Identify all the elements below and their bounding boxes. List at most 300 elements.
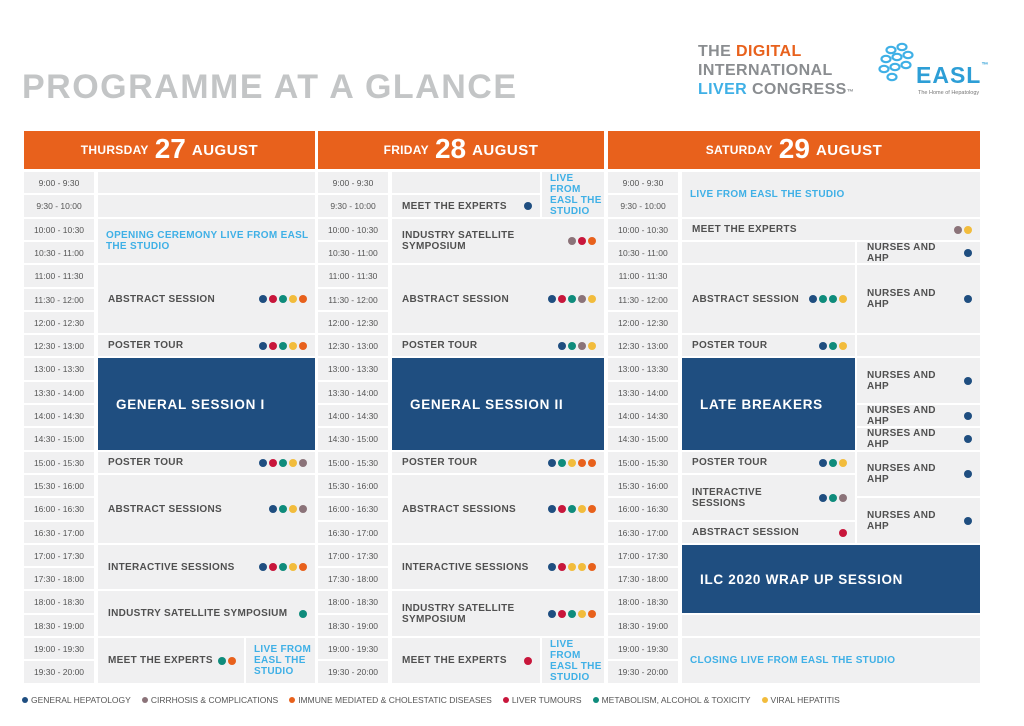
- topic-dot-icon: [578, 295, 586, 303]
- topic-dot-icon: [954, 226, 962, 234]
- session-label: POSTER TOUR: [692, 340, 768, 351]
- time-slot: 18:30 - 19:00: [24, 615, 94, 636]
- time-slot: 17:30 - 18:00: [24, 568, 94, 589]
- topic-dot-icon: [839, 459, 847, 467]
- session-label: LIVE FROM EASL THE STUDIO: [550, 638, 602, 683]
- topic-dot-icon: [259, 459, 267, 467]
- topic-dot-icon: [279, 459, 287, 467]
- topic-dot-icon: [964, 295, 972, 303]
- topic-dot-icon: [279, 342, 287, 350]
- topic-dot-icon: [578, 237, 586, 245]
- session-nurses-sat[interactable]: [857, 265, 980, 333]
- topic-dots: [819, 459, 847, 467]
- session-abstract-thu[interactable]: [98, 265, 315, 333]
- empty-slot: [682, 242, 855, 263]
- legend-label: LIVER TUMOURS: [511, 695, 582, 705]
- time-slot: 9:30 - 10:00: [318, 195, 388, 217]
- topic-dots: [548, 459, 596, 467]
- session-label: ABSTRACT SESSIONS: [108, 503, 223, 515]
- time-slot: 16:30 - 17:00: [318, 522, 388, 543]
- session-label: MEET THE EXPERTS: [402, 200, 507, 212]
- topic-dots: [964, 435, 972, 443]
- empty-slot: [682, 615, 980, 636]
- empty-slot: [98, 172, 315, 193]
- time-slot: 11:00 - 11:30: [608, 265, 678, 287]
- topic-dot-icon: [578, 505, 586, 513]
- session-abstract-fri[interactable]: [392, 265, 604, 333]
- topic-dots: [548, 563, 596, 571]
- topic-dots: [819, 342, 847, 350]
- session-label: NURSES AND AHP: [867, 428, 936, 450]
- legend-label: METABOLISM, ALCOHOL & TOXICITY: [601, 695, 751, 705]
- session-nurses-sat[interactable]: [857, 358, 980, 403]
- time-slot: 13:00 - 13:30: [318, 358, 388, 380]
- page-title: PROGRAMME AT A GLANCE: [22, 68, 518, 106]
- topic-dot-icon: [829, 494, 837, 502]
- time-slot: 11:30 - 12:00: [318, 289, 388, 310]
- time-slot: 18:00 - 18:30: [608, 591, 678, 613]
- topic-dot-icon: [568, 342, 576, 350]
- time-slot: 13:30 - 14:00: [608, 382, 678, 403]
- topic-dot-icon: [568, 505, 576, 513]
- ilc-logo: [698, 42, 854, 99]
- session-industry-fri[interactable]: [392, 591, 604, 636]
- session-experts-fri[interactable]: [392, 638, 540, 683]
- topic-dot-icon: [289, 342, 297, 350]
- time-slot: 11:00 - 11:30: [24, 265, 94, 287]
- time-slot: 16:00 - 16:30: [608, 498, 678, 520]
- session-label: POSTER TOUR: [402, 457, 478, 468]
- session-label: NURSES AND AHP: [867, 404, 936, 427]
- session-live-fri[interactable]: [542, 172, 604, 217]
- topic-dots: [548, 505, 596, 513]
- time-slot: 19:00 - 19:30: [24, 638, 94, 659]
- topic-dots: [964, 295, 972, 303]
- topic-dots: [259, 459, 307, 467]
- topic-dots: [964, 412, 972, 420]
- logo-text: THE: [698, 43, 737, 60]
- time-slot: 13:30 - 14:00: [24, 382, 94, 403]
- session-opening-thu[interactable]: [98, 219, 315, 263]
- empty-slot: [98, 195, 315, 217]
- session-poster-thu[interactable]: [98, 452, 315, 473]
- topic-dot-icon: [289, 505, 297, 513]
- session-label: ILC 2020 WRAP UP SESSION: [700, 571, 904, 587]
- topic-dot-icon: [299, 295, 307, 303]
- topic-dot-icon: [269, 342, 277, 350]
- time-slot: 12:30 - 13:00: [608, 335, 678, 356]
- session-nurses-sat[interactable]: [857, 498, 980, 543]
- logo-text: INTERNATIONAL: [698, 62, 833, 79]
- topic-dot-icon: [578, 610, 586, 618]
- session-label: ABSTRACT SESSIONS: [402, 503, 517, 515]
- topic-dots: [558, 342, 596, 350]
- topic-dots: [259, 342, 307, 350]
- session-label: INDUSTRY SATELLITE SYMPOSIUM: [402, 230, 515, 252]
- time-slot: 19:00 - 19:30: [608, 638, 678, 659]
- time-slot: 13:00 - 13:30: [608, 358, 678, 380]
- session-wrapup-sat[interactable]: [682, 545, 980, 613]
- topic-dot-icon: [964, 470, 972, 478]
- time-slot: 18:00 - 18:30: [318, 591, 388, 613]
- topic-dots: [964, 377, 972, 385]
- session-late-sat[interactable]: [682, 358, 855, 450]
- topic-dot-icon: [588, 459, 596, 467]
- time-slot: 9:00 - 9:30: [24, 172, 94, 193]
- topic-dot-icon: [269, 563, 277, 571]
- topic-dots: [259, 563, 307, 571]
- session-experts-thu[interactable]: [98, 638, 244, 683]
- topic-dot-icon: [819, 295, 827, 303]
- topic-dots: [568, 237, 596, 245]
- topic-dot-icon: [558, 295, 566, 303]
- session-general-thu[interactable]: [98, 358, 315, 450]
- time-slot: 17:30 - 18:00: [608, 568, 678, 589]
- session-interactive-fri[interactable]: [392, 545, 604, 589]
- time-slot: 10:00 - 10:30: [608, 219, 678, 240]
- time-slot: 14:00 - 14:30: [608, 405, 678, 426]
- time-slot: 17:00 - 17:30: [24, 545, 94, 566]
- topic-dot-icon: [588, 342, 596, 350]
- topic-dots: [964, 249, 972, 257]
- logo-text: CONGRESS: [751, 81, 847, 98]
- time-slot: 12:30 - 13:00: [24, 335, 94, 356]
- session-experts-fri[interactable]: [392, 195, 540, 217]
- time-slot: 13:30 - 14:00: [318, 382, 388, 403]
- legend-dot-icon: [22, 697, 28, 703]
- topic-dot-icon: [839, 529, 847, 537]
- topic-dot-icon: [839, 494, 847, 502]
- time-slot: 19:30 - 20:00: [608, 661, 678, 683]
- topic-dots: [964, 470, 972, 478]
- topic-dots: [809, 295, 847, 303]
- topic-dot-icon: [259, 295, 267, 303]
- session-label: ABSTRACT SESSION: [692, 293, 800, 305]
- session-industry-thu[interactable]: [98, 591, 315, 636]
- topic-dot-icon: [588, 237, 596, 245]
- session-label: MEET THE EXPERTS: [692, 224, 797, 235]
- topic-dots: [548, 295, 596, 303]
- logo-text: ™: [981, 62, 990, 69]
- session-label: MEET THE EXPERTS: [402, 655, 507, 666]
- empty-slot: [857, 335, 980, 356]
- topic-dot-icon: [558, 610, 566, 618]
- topic-dot-icon: [568, 610, 576, 618]
- session-industry-fri[interactable]: [392, 219, 604, 263]
- session-label: LIVE FROM EASL THE STUDIO: [690, 189, 845, 200]
- legend-item: [762, 695, 840, 705]
- time-slot: 9:00 - 9:30: [318, 172, 388, 193]
- topic-dots: [548, 610, 596, 618]
- topic-dot-icon: [279, 505, 287, 513]
- legend-label: GENERAL HEPATOLOGY: [31, 695, 131, 705]
- session-label: LIVE FROM EASL THE STUDIO: [550, 172, 602, 217]
- session-nurses-sat[interactable]: [857, 242, 980, 263]
- time-slot: 17:00 - 17:30: [608, 545, 678, 566]
- time-slot: 13:00 - 13:30: [24, 358, 94, 380]
- legend-dot-icon: [593, 697, 599, 703]
- session-poster-fri[interactable]: [392, 335, 604, 356]
- time-slot: 17:30 - 18:00: [318, 568, 388, 589]
- time-slot: 14:30 - 15:00: [318, 428, 388, 450]
- session-abstracts-thu[interactable]: [98, 475, 315, 543]
- session-label: POSTER TOUR: [692, 457, 768, 468]
- topic-dots: [524, 202, 532, 210]
- topic-dot-icon: [279, 295, 287, 303]
- topic-dot-icon: [588, 295, 596, 303]
- session-live-fri[interactable]: [542, 638, 604, 683]
- topic-dot-icon: [964, 435, 972, 443]
- topic-dot-icon: [568, 563, 576, 571]
- topic-dot-icon: [299, 459, 307, 467]
- topic-dots: [269, 505, 307, 513]
- topic-dot-icon: [558, 563, 566, 571]
- topic-dot-icon: [964, 226, 972, 234]
- session-label: OPENING CEREMONY LIVE FROM EASL THE STUDIO: [106, 230, 309, 252]
- session-abstract-sat[interactable]: [682, 265, 855, 333]
- topic-dot-icon: [228, 657, 236, 665]
- legend-item: [503, 695, 582, 705]
- topic-dot-icon: [269, 505, 277, 513]
- topic-dots: [259, 295, 307, 303]
- day-month: AUGUST: [472, 141, 539, 159]
- day-header-saturday: [608, 131, 980, 169]
- topic-dot-icon: [218, 657, 226, 665]
- time-slot: 15:30 - 16:00: [608, 475, 678, 496]
- topic-dot-icon: [819, 494, 827, 502]
- topic-dot-icon: [289, 295, 297, 303]
- time-slot: 9:00 - 9:30: [608, 172, 678, 193]
- topic-dot-icon: [299, 505, 307, 513]
- topic-dot-icon: [829, 459, 837, 467]
- topic-dot-icon: [548, 295, 556, 303]
- topic-dot-icon: [839, 295, 847, 303]
- time-slot: 17:00 - 17:30: [318, 545, 388, 566]
- time-slot: 19:00 - 19:30: [318, 638, 388, 659]
- time-slot: 11:30 - 12:00: [608, 289, 678, 310]
- session-label: INTERACTIVE SESSIONS: [108, 561, 235, 573]
- topic-dot-icon: [524, 202, 532, 210]
- session-abstract-sat[interactable]: [682, 522, 855, 543]
- session-label: MEET THE EXPERTS: [108, 655, 213, 666]
- logo-text: EASL: [916, 62, 982, 88]
- session-label: NURSES AND AHP: [867, 288, 936, 310]
- time-slot: 15:00 - 15:30: [608, 452, 678, 473]
- topic-dot-icon: [588, 505, 596, 513]
- time-slot: 12:00 - 12:30: [608, 312, 678, 333]
- time-slot: 9:30 - 10:00: [608, 195, 678, 217]
- topic-dot-icon: [259, 563, 267, 571]
- session-nurses-sat[interactable]: [857, 428, 980, 450]
- topic-dot-icon: [524, 657, 532, 665]
- session-label: NURSES AND AHP: [867, 509, 936, 532]
- legend: [22, 695, 840, 705]
- legend-dot-icon: [289, 697, 295, 703]
- day-name: THURSDAY: [80, 143, 149, 157]
- legend-label: CIRRHOSIS & COMPLICATIONS: [150, 695, 279, 705]
- day-number: 29: [778, 133, 810, 164]
- time-slot: 11:00 - 11:30: [318, 265, 388, 287]
- topic-dot-icon: [839, 342, 847, 350]
- topic-dot-icon: [279, 563, 287, 571]
- easl-wordmark: [916, 62, 989, 89]
- topic-dot-icon: [269, 295, 277, 303]
- topic-dot-icon: [964, 377, 972, 385]
- session-interactive-thu[interactable]: [98, 545, 315, 589]
- session-label: LIVE FROM EASL THE STUDIO: [254, 644, 312, 677]
- session-label: NURSES AND AHP: [867, 369, 936, 392]
- day-number: 28: [434, 133, 467, 164]
- topic-dot-icon: [588, 610, 596, 618]
- legend-item: [22, 695, 131, 705]
- time-slot: 12:00 - 12:30: [318, 312, 388, 333]
- topic-dot-icon: [548, 505, 556, 513]
- session-poster-fri[interactable]: [392, 452, 604, 473]
- topic-dots: [299, 610, 307, 618]
- session-interactive-sat[interactable]: [682, 475, 855, 520]
- topic-dot-icon: [259, 342, 267, 350]
- topic-dot-icon: [964, 249, 972, 257]
- topic-dot-icon: [299, 610, 307, 618]
- session-label: POSTER TOUR: [108, 457, 184, 468]
- topic-dot-icon: [568, 459, 576, 467]
- topic-dots: [964, 517, 972, 525]
- topic-dot-icon: [568, 237, 576, 245]
- topic-dot-icon: [588, 563, 596, 571]
- session-abstracts-fri[interactable]: [392, 475, 604, 543]
- time-slot: 9:30 - 10:00: [24, 195, 94, 217]
- topic-dot-icon: [558, 342, 566, 350]
- time-slot: 10:30 - 11:00: [318, 242, 388, 263]
- time-slot: 15:30 - 16:00: [24, 475, 94, 496]
- topic-dot-icon: [829, 295, 837, 303]
- time-slot: 16:30 - 17:00: [24, 522, 94, 543]
- easl-tagline: The Home of Hepatology: [918, 90, 980, 96]
- logo-text: DIGITAL: [736, 43, 802, 60]
- topic-dot-icon: [829, 342, 837, 350]
- day-name: SATURDAY: [705, 143, 773, 157]
- topic-dot-icon: [558, 459, 566, 467]
- session-label: LATE BREAKERS: [700, 396, 823, 412]
- session-poster-sat[interactable]: [682, 452, 855, 473]
- topic-dot-icon: [558, 505, 566, 513]
- topic-dot-icon: [269, 459, 277, 467]
- empty-slot: [392, 172, 540, 193]
- topic-dot-icon: [299, 563, 307, 571]
- time-slot: 10:30 - 11:00: [608, 242, 678, 263]
- time-slot: 16:30 - 17:00: [608, 522, 678, 543]
- logo-text: ™: [846, 89, 855, 96]
- legend-item: [142, 695, 278, 705]
- topic-dot-icon: [568, 295, 576, 303]
- session-experts-sat[interactable]: [682, 219, 980, 240]
- session-live-thu[interactable]: [246, 638, 315, 683]
- topic-dot-icon: [548, 610, 556, 618]
- legend-dot-icon: [503, 697, 509, 703]
- day-header-friday: [318, 131, 604, 169]
- topic-dot-icon: [809, 295, 817, 303]
- legend-item: [289, 695, 492, 705]
- session-label: INTERACTIVE SESSIONS: [692, 486, 762, 509]
- session-label: ABSTRACT SESSION: [692, 527, 800, 538]
- time-slot: 15:00 - 15:30: [24, 452, 94, 473]
- time-slot: 19:30 - 20:00: [24, 661, 94, 683]
- session-closing-sat[interactable]: [682, 638, 980, 683]
- time-slot: 16:00 - 16:30: [24, 498, 94, 520]
- topic-dot-icon: [578, 459, 586, 467]
- topic-dots: [819, 494, 847, 502]
- topic-dot-icon: [964, 412, 972, 420]
- session-label: ABSTRACT SESSION: [108, 293, 216, 305]
- time-slot: 12:30 - 13:00: [318, 335, 388, 356]
- logo-text: LIVER: [698, 81, 752, 98]
- topic-dot-icon: [819, 342, 827, 350]
- topic-dots: [954, 226, 972, 234]
- session-label: POSTER TOUR: [402, 340, 478, 351]
- session-label: INDUSTRY SATELLITE SYMPOSIUM: [108, 608, 288, 619]
- topic-dot-icon: [964, 517, 972, 525]
- session-nurses-sat[interactable]: [857, 405, 980, 426]
- topic-dots: [218, 657, 236, 665]
- time-slot: 11:30 - 12:00: [24, 289, 94, 310]
- time-slot: 14:30 - 15:00: [608, 428, 678, 450]
- topic-dot-icon: [289, 563, 297, 571]
- session-label: GENERAL SESSION II: [410, 396, 564, 412]
- legend-label: VIRAL HEPATITIS: [770, 695, 840, 705]
- legend-item: [593, 695, 751, 705]
- legend-dot-icon: [142, 697, 148, 703]
- day-header-thursday: [24, 131, 315, 169]
- session-poster-thu[interactable]: [98, 335, 315, 356]
- session-label: ABSTRACT SESSION: [402, 293, 510, 305]
- time-slot: 18:30 - 19:00: [608, 615, 678, 636]
- session-label: CLOSING LIVE FROM EASL THE STUDIO: [690, 655, 896, 666]
- topic-dot-icon: [299, 342, 307, 350]
- topic-dot-icon: [578, 342, 586, 350]
- topic-dots: [839, 529, 847, 537]
- time-slot: 14:00 - 14:30: [318, 405, 388, 426]
- topic-dots: [524, 657, 532, 665]
- topic-dot-icon: [819, 459, 827, 467]
- time-slot: 14:30 - 15:00: [24, 428, 94, 450]
- time-slot: 12:00 - 12:30: [24, 312, 94, 333]
- session-poster-sat[interactable]: [682, 335, 855, 356]
- day-name: FRIDAY: [383, 143, 429, 157]
- session-label: INDUSTRY SATELLITE SYMPOSIUM: [402, 602, 515, 625]
- topic-dot-icon: [578, 563, 586, 571]
- session-general-fri[interactable]: [392, 358, 604, 450]
- time-slot: 15:00 - 15:30: [318, 452, 388, 473]
- time-slot: 10:00 - 10:30: [24, 219, 94, 240]
- session-label: POSTER TOUR: [108, 340, 184, 351]
- session-nurses-sat[interactable]: [857, 452, 980, 496]
- topic-dot-icon: [548, 563, 556, 571]
- time-slot: 18:30 - 19:00: [318, 615, 388, 636]
- time-slot: 10:30 - 11:00: [24, 242, 94, 263]
- time-slot: 10:00 - 10:30: [318, 219, 388, 240]
- session-label: INTERACTIVE SESSIONS: [402, 561, 529, 573]
- session-label: NURSES AND AHP: [867, 463, 936, 485]
- time-slot: 16:00 - 16:30: [318, 498, 388, 520]
- session-live-sat[interactable]: [682, 172, 980, 217]
- time-slot: 14:00 - 14:30: [24, 405, 94, 426]
- day-month: AUGUST: [191, 141, 259, 159]
- time-slot: 18:00 - 18:30: [24, 591, 94, 613]
- topic-dot-icon: [548, 459, 556, 467]
- legend-dot-icon: [762, 697, 768, 703]
- day-month: AUGUST: [815, 141, 883, 159]
- topic-dot-icon: [289, 459, 297, 467]
